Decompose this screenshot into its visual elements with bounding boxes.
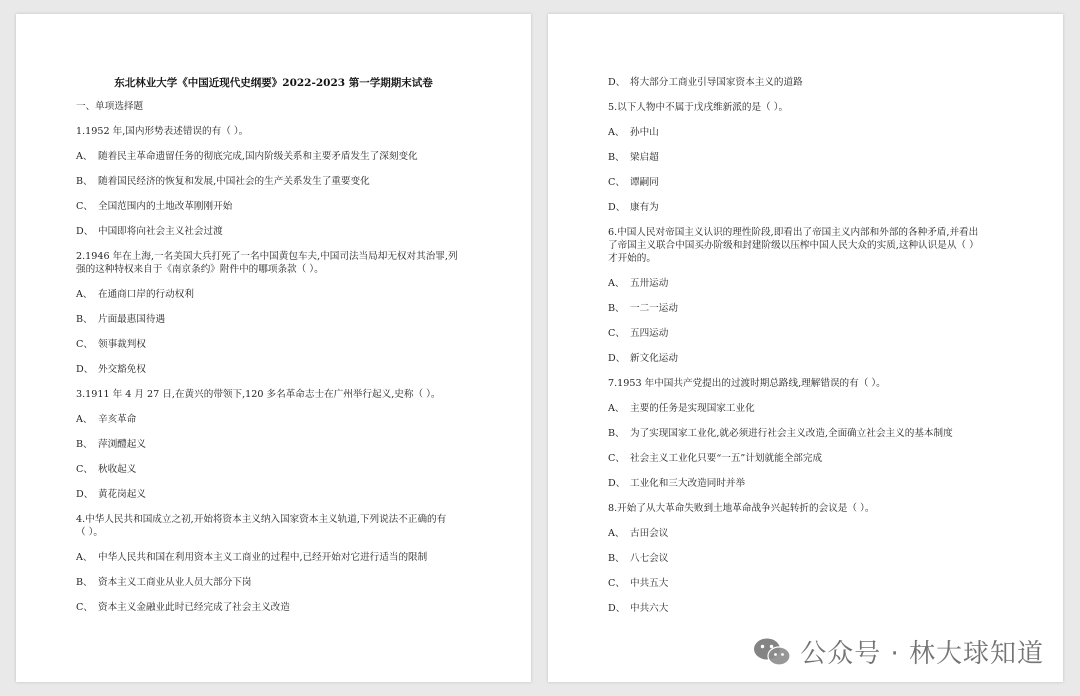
wechat-icon — [752, 637, 792, 667]
q1-option-b: B、 随着国民经济的恢复和发展,中国社会的生产关系发生了重要变化 — [76, 176, 370, 187]
question-4-line-2: （ ）。 — [76, 527, 104, 538]
q6-option-a: A、 五卅运动 — [608, 278, 669, 289]
question-3: 3.1911 年 4 月 27 日,在黄兴的带领下,120 多名革命志士在广州举行起义,史称（ ）。 — [76, 389, 441, 400]
question-7: 7.1953 年中国共产党提出的过渡时期总路线,理解错误的有（ ）。 — [608, 378, 886, 389]
q3-option-d: D、 黄花岗起义 — [76, 489, 146, 500]
watermark — [752, 633, 1044, 670]
q3-option-c: C、 秋收起义 — [76, 464, 137, 475]
exam-page-right — [548, 14, 1063, 682]
q2-option-d: D、 外交豁免权 — [76, 364, 146, 375]
q6-option-d: D、 新文化运动 — [608, 353, 678, 364]
q8-option-a: A、 古田会议 — [608, 528, 669, 539]
exam-page-left — [16, 14, 531, 682]
q7-option-b: B、 为了实现国家工业化,就必须进行社会主义改造,全面确立社会主义的基本制度 — [608, 428, 953, 439]
q5-option-c: C、 谭嗣同 — [608, 177, 659, 188]
q2-option-b: B、 片面最惠国待遇 — [76, 314, 166, 325]
question-8: 8.开始了从大革命失败到土地革命战争兴起转折的会议是（ ）。 — [608, 503, 875, 514]
q5-option-d: D、 康有为 — [608, 202, 659, 213]
q5-option-a: A、 孙中山 — [608, 127, 659, 138]
question-1: 1.1952 年,国内形势表述错误的有（ ）。 — [76, 126, 249, 137]
q1-option-a: A、 随着民主革命遗留任务的彻底完成,国内阶级关系和主要矛盾发生了深刻变化 — [76, 151, 418, 162]
question-5: 5.以下人物中不属于戊戌维新派的是（ ）。 — [608, 102, 789, 113]
q7-option-d: D、 工业化和三大改造同时并举 — [608, 478, 746, 489]
question-6-line-2: 了帝国主义联合中国买办阶级和封建阶级以压榨中国人民大众的实质,这种认识是从（ ） — [608, 240, 979, 251]
question-6-line-3: 才开始的。 — [608, 253, 656, 264]
q3-option-b: B、 萍浏醴起义 — [76, 439, 146, 450]
q3-option-a: A、 辛亥革命 — [76, 414, 137, 425]
q5-option-b: B、 梁启超 — [608, 152, 659, 163]
q2-option-c: C、 领事裁判权 — [76, 339, 146, 350]
q1-option-c: C、 全国范围内的土地改革刚刚开始 — [76, 201, 233, 212]
q4-option-a: A、 中华人民共和国在利用资本主义工商业的过程中,已经开始对它进行适当的限制 — [76, 552, 428, 563]
watermark-text: 公众号 · 林大球知道 — [800, 639, 1044, 669]
q7-option-c: C、 社会主义工业化只要“一五”计划就能全部完成 — [608, 453, 823, 464]
question-2-line-1: 2.1946 年在上海,一名美国大兵打死了一名中国黄包车夫,中国司法当局却无权对其治罪,列 — [76, 251, 458, 262]
q1-option-d: D、 中国即将向社会主义社会过渡 — [76, 226, 223, 237]
q4-option-b: B、 资本主义工商业从业人员大部分下岗 — [76, 577, 252, 588]
section-heading: 一、单项选择题 — [76, 101, 144, 112]
q2-option-a: A、 在通商口岸的行动权利 — [76, 289, 194, 300]
q7-option-a: A、 主要的任务是实现国家工业化 — [608, 403, 755, 414]
exam-title: 东北林业大学《中国近现代史纲要》2022-2023 第一学期期末试卷 — [114, 77, 433, 89]
question-4-line-1: 4.中华人民共和国成立之初,开始将资本主义纳入国家资本主义轨道,下列说法不正确的有 — [76, 514, 447, 525]
question-2-line-2: 强的这种特权来自于《南京条约》附件中的哪项条款（ ）。 — [76, 264, 324, 275]
q6-option-b: B、 一二一运动 — [608, 303, 678, 314]
q8-option-c: C、 中共五大 — [608, 578, 669, 589]
q4-option-d: D、 将大部分工商业引导国家资本主义的道路 — [608, 77, 803, 88]
q8-option-b: B、 八七会议 — [608, 553, 669, 564]
q8-option-d: D、 中共六大 — [608, 603, 669, 614]
q6-option-c: C、 五四运动 — [608, 328, 669, 339]
question-6-line-1: 6.中国人民对帝国主义认识的理性阶段,即看出了帝国主义内部和外部的各种矛盾,并看出 — [608, 227, 979, 238]
q4-option-c: C、 资本主义金融业此时已经完成了社会主义改造 — [76, 602, 290, 613]
